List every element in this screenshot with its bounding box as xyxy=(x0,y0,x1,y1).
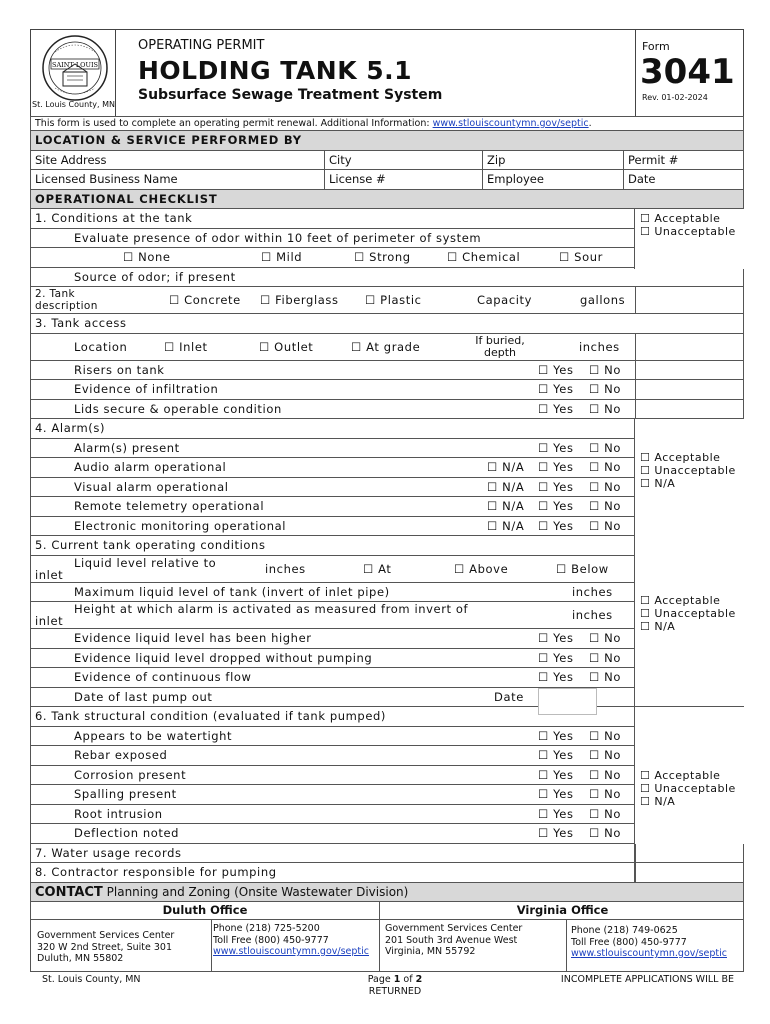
page-of: of xyxy=(403,974,413,985)
seal-text: SAINT LOUIS xyxy=(52,61,98,69)
offices-row xyxy=(30,902,744,920)
level-at-checkbox[interactable]: ☐ At xyxy=(363,561,392,576)
s5-unacceptable-checkbox[interactable]: ☐ Unacceptable xyxy=(640,607,736,620)
alarm-present-yes-checkbox[interactable]: ☐ Yes xyxy=(538,440,574,455)
s7-title: 7. Water usage records xyxy=(35,845,182,860)
odor-label: Evaluate presence of odor within 10 feet of perimeter of system xyxy=(74,230,482,245)
higher-yes-checkbox[interactable]: ☐ Yes xyxy=(538,631,574,645)
visual-yes-checkbox[interactable]: ☐ Yes xyxy=(538,479,574,494)
revision-date: Rev. 01-02-2024 xyxy=(642,93,708,102)
lids-row xyxy=(30,400,744,420)
s5-assessment xyxy=(634,536,744,706)
s1-unacceptable-checkbox[interactable]: ☐ Unacceptable xyxy=(640,225,736,238)
alarm-present-no-checkbox[interactable]: ☐ No xyxy=(589,440,622,455)
electronic-label: Electronic monitoring operational xyxy=(74,518,287,533)
s8-row xyxy=(30,863,744,883)
zip-field[interactable]: Zip xyxy=(482,151,623,170)
checklist-heading: OPERATIONAL CHECKLIST xyxy=(30,190,744,210)
odor-none-checkbox[interactable]: ☐ None xyxy=(123,250,171,264)
flow-no-checkbox[interactable]: ☐ No xyxy=(589,670,622,684)
s4-title: 4. Alarm(s) xyxy=(35,421,106,435)
infiltration-yes-checkbox[interactable]: ☐ Yes xyxy=(538,382,574,396)
page-subtitle: Subsurface Sewage Treatment System xyxy=(138,87,443,103)
s6-title: 6. Tank structural condition (evaluated if tank pumped) xyxy=(35,709,386,723)
corrosion-yes-checkbox[interactable]: ☐ Yes xyxy=(538,767,574,782)
permit-type: OPERATING PERMIT xyxy=(138,38,265,53)
risers-label: Risers on tank xyxy=(74,362,165,377)
s2-title: 2. Tank description xyxy=(35,288,98,312)
audio-na-checkbox[interactable]: ☐ N/A xyxy=(487,460,525,474)
watertight-label: Appears to be watertight xyxy=(74,728,233,743)
duluth-tollfree-line: Toll Free (800) 450-9777 xyxy=(213,934,329,946)
intro-end: . xyxy=(588,118,592,129)
infiltration-row xyxy=(30,380,744,400)
dropped-no-checkbox[interactable]: ☐ No xyxy=(589,650,622,665)
buried-depth-label: If buried, depth xyxy=(475,333,525,359)
duluth-phone-line: Phone (218) 725-5200 xyxy=(213,923,320,934)
virginia-septic-link[interactable]: www.stlouiscountymn.gov/septic xyxy=(571,948,727,959)
spalling-no-checkbox[interactable]: ☐ No xyxy=(589,787,622,801)
duluth-office-title: Duluth Office xyxy=(162,903,248,917)
location-label: Location xyxy=(74,339,128,354)
s3-title-row xyxy=(30,314,744,334)
audio-yes-checkbox[interactable]: ☐ Yes xyxy=(538,460,574,474)
page-footer xyxy=(30,972,744,1002)
site-address-field[interactable]: Site Address xyxy=(35,152,107,167)
higher-label: Evidence liquid level has been higher xyxy=(74,631,312,645)
gallons-label: gallons xyxy=(580,293,626,307)
page-current: 1 xyxy=(393,974,401,985)
visual-no-checkbox[interactable]: ☐ No xyxy=(589,479,622,494)
telemetry-yes-checkbox[interactable]: ☐ Yes xyxy=(538,499,574,513)
form-number: 3041 xyxy=(640,52,735,92)
section-1 xyxy=(30,209,744,287)
alarm-height-label: Height at which alarm is activated as measured from invert of inlet xyxy=(35,602,469,628)
dropped-label: Evidence liquid level dropped without pumping xyxy=(74,650,373,665)
root-label: Root intrusion xyxy=(74,806,163,821)
risers-row xyxy=(30,361,744,381)
s5-title: 5. Current tank operating conditions xyxy=(35,538,266,552)
level-above-checkbox[interactable]: ☐ Above xyxy=(454,561,509,576)
visual-na-checkbox[interactable]: ☐ N/A xyxy=(487,479,525,494)
dropped-yes-checkbox[interactable]: ☐ Yes xyxy=(538,650,574,665)
virginia-tollfree-line: Toll Free (800) 450-9777 xyxy=(571,936,687,948)
county-label: St. Louis County, MN xyxy=(32,100,115,109)
risers-no-checkbox[interactable]: ☐ No xyxy=(589,362,622,377)
location-row-1 xyxy=(30,151,744,171)
concrete-checkbox[interactable]: ☐ Concrete xyxy=(169,293,241,307)
virginia-phone xyxy=(571,925,727,960)
spalling-yes-checkbox[interactable]: ☐ Yes xyxy=(538,787,574,801)
flow-label: Evidence of continuous flow xyxy=(74,670,252,684)
rebar-label: Rebar exposed xyxy=(74,748,168,762)
flow-yes-checkbox[interactable]: ☐ Yes xyxy=(538,670,574,684)
business-name-field[interactable]: Licensed Business Name xyxy=(35,172,178,186)
s1-acceptable-checkbox[interactable]: ☐ Acceptable xyxy=(640,212,721,225)
infiltration-label: Evidence of infiltration xyxy=(74,382,219,396)
outlet-checkbox[interactable]: ☐ Outlet xyxy=(259,339,314,354)
s4-unacceptable-checkbox[interactable]: ☐ Unacceptable xyxy=(640,464,736,477)
footer-incomplete: INCOMPLETE APPLICATIONS WILL BE xyxy=(560,974,734,985)
s6-unacceptable-checkbox[interactable]: ☐ Unacceptable xyxy=(640,782,736,795)
depth-inches-label: inches xyxy=(579,339,620,354)
section-4 xyxy=(30,419,744,536)
s1-title: 1. Conditions at the tank xyxy=(35,211,193,225)
higher-no-checkbox[interactable]: ☐ No xyxy=(589,631,622,645)
footer-returned: RETURNED xyxy=(368,986,422,997)
electronic-no-checkbox[interactable]: ☐ No xyxy=(589,518,622,533)
location-heading: LOCATION & SERVICE PERFORMED BY xyxy=(30,131,744,151)
lids-no-checkbox[interactable]: ☐ No xyxy=(589,401,622,416)
s5-na-checkbox[interactable]: ☐ N/A xyxy=(640,620,676,633)
root-no-checkbox[interactable]: ☐ No xyxy=(589,806,622,821)
date-field[interactable]: Date xyxy=(623,170,745,189)
rebar-yes-checkbox[interactable]: ☐ Yes xyxy=(538,748,574,762)
watertight-yes-checkbox[interactable]: ☐ Yes xyxy=(538,728,574,743)
telemetry-na-checkbox[interactable]: ☐ N/A xyxy=(487,499,525,513)
liquid-level-label: Liquid level relative to inlet xyxy=(35,555,217,582)
s6-acceptable-checkbox[interactable]: ☐ Acceptable xyxy=(640,769,721,782)
virginia-address xyxy=(385,923,522,958)
county-seal-icon xyxy=(41,34,109,102)
form-label: Form xyxy=(642,40,670,53)
corrosion-label: Corrosion present xyxy=(74,767,187,782)
section-3 xyxy=(30,314,744,419)
duluth-addr-line-3: Duluth, MN 55802 xyxy=(37,953,124,964)
page-title: HOLDING TANK 5.1 xyxy=(138,56,413,85)
footer-county: St. Louis County, MN xyxy=(42,974,141,985)
electronic-na-checkbox[interactable]: ☐ N/A xyxy=(487,518,525,533)
page-total: 2 xyxy=(415,974,423,985)
inlet-checkbox[interactable]: ☐ Inlet xyxy=(164,339,208,354)
pump-date-label: Date xyxy=(494,689,524,704)
form-header xyxy=(30,29,744,116)
s4-assessment xyxy=(634,419,744,536)
plastic-checkbox[interactable]: ☐ Plastic xyxy=(365,293,422,307)
virginia-phone-line: Phone (218) 749-0625 xyxy=(571,925,678,936)
s7-row xyxy=(30,844,744,864)
lids-yes-checkbox[interactable]: ☐ Yes xyxy=(538,401,574,416)
lids-label: Lids secure & operable condition xyxy=(74,401,282,416)
s3-location-row xyxy=(30,334,744,361)
septic-link[interactable]: www.stlouiscountymn.gov/septic xyxy=(432,118,589,129)
intro-note xyxy=(30,116,744,131)
contact-title: CONTACT xyxy=(35,884,103,900)
duluth-addr-line-2: 320 W 2nd Street, Suite 301 xyxy=(37,941,172,953)
rebar-no-checkbox[interactable]: ☐ No xyxy=(589,748,622,762)
s5-acceptable-checkbox[interactable]: ☐ Acceptable xyxy=(640,594,721,607)
section-6 xyxy=(30,707,744,844)
virginia-addr-line-1: Government Services Center xyxy=(385,923,523,934)
odor-source-label: Source of odor; if present xyxy=(74,269,236,284)
max-level-label: Maximum liquid level of tank (invert of inlet pipe) xyxy=(74,584,390,599)
duluth-address xyxy=(37,930,174,965)
s2-row xyxy=(30,287,744,314)
fiberglass-checkbox[interactable]: ☐ Fiberglass xyxy=(260,293,339,307)
odor-chemical-checkbox[interactable]: ☐ Chemical xyxy=(447,250,521,264)
duluth-phone xyxy=(213,923,373,958)
employee-field[interactable]: Employee xyxy=(482,170,623,189)
deflection-label: Deflection noted xyxy=(74,826,180,840)
infiltration-no-checkbox[interactable]: ☐ No xyxy=(589,382,622,396)
city-field[interactable]: City xyxy=(324,151,482,170)
page-prefix: Page xyxy=(367,974,391,985)
at-grade-checkbox[interactable]: ☐ At grade xyxy=(351,339,421,354)
page-number xyxy=(330,974,460,998)
s8-title: 8. Contractor responsible for pumping xyxy=(35,865,277,879)
odor-mild-checkbox[interactable]: ☐ Mild xyxy=(261,250,303,264)
contact-heading xyxy=(30,883,744,903)
virginia-addr-line-2: 201 South 3rd Avenue West xyxy=(385,934,518,946)
virginia-addr-line-3: Virginia, MN 55792 xyxy=(385,946,476,957)
s1-source-row xyxy=(30,268,744,288)
section-5 xyxy=(30,536,744,707)
root-yes-checkbox[interactable]: ☐ Yes xyxy=(538,806,574,821)
contact-division: Planning and Zoning (Onsite Wastewater Division) xyxy=(106,884,409,899)
audio-no-checkbox[interactable]: ☐ No xyxy=(589,460,622,474)
odor-sour-checkbox[interactable]: ☐ Sour xyxy=(559,250,603,264)
permit-field[interactable]: Permit # xyxy=(623,151,745,170)
odor-strong-checkbox[interactable]: ☐ Strong xyxy=(354,250,411,264)
capacity-label: Capacity xyxy=(477,293,533,307)
duluth-addr-line-1: Government Services Center xyxy=(37,930,175,941)
telemetry-label: Remote telemetry operational xyxy=(74,499,265,513)
liquid-inches-label: inches xyxy=(265,561,306,576)
audio-alarm-label: Audio alarm operational xyxy=(74,460,227,474)
s3-title: 3. Tank access xyxy=(35,316,127,330)
s1-assessment xyxy=(634,209,744,269)
alarm-present-label: Alarm(s) present xyxy=(74,440,180,455)
s6-na-checkbox[interactable]: ☐ N/A xyxy=(640,795,676,808)
telemetry-no-checkbox[interactable]: ☐ No xyxy=(589,499,622,513)
corrosion-no-checkbox[interactable]: ☐ No xyxy=(589,767,622,782)
electronic-yes-checkbox[interactable]: ☐ Yes xyxy=(538,518,574,533)
max-inches-label: inches xyxy=(572,584,613,599)
spalling-label: Spalling present xyxy=(74,787,177,801)
visual-alarm-label: Visual alarm operational xyxy=(74,479,229,494)
location-row-2 xyxy=(30,170,744,190)
intro-text: This form is used to complete an operating permit renewal. Additional Information: xyxy=(35,118,430,129)
duluth-septic-link[interactable]: www.stlouiscountymn.gov/septic xyxy=(213,946,369,957)
alarm-height-inches-label: inches xyxy=(572,608,613,622)
deflection-no-checkbox[interactable]: ☐ No xyxy=(589,826,622,840)
deflection-yes-checkbox[interactable]: ☐ Yes xyxy=(538,826,574,840)
level-below-checkbox[interactable]: ☐ Below xyxy=(556,561,609,576)
license-field[interactable]: License # xyxy=(324,170,482,189)
risers-yes-checkbox[interactable]: ☐ Yes xyxy=(538,362,574,377)
pump-out-label: Date of last pump out xyxy=(74,689,213,704)
virginia-office-title: Virginia Office xyxy=(379,902,745,919)
s4-acceptable-checkbox[interactable]: ☐ Acceptable xyxy=(640,451,721,464)
s4-na-checkbox[interactable]: ☐ N/A xyxy=(640,477,676,490)
watertight-no-checkbox[interactable]: ☐ No xyxy=(589,728,622,743)
addresses-row xyxy=(30,920,744,972)
